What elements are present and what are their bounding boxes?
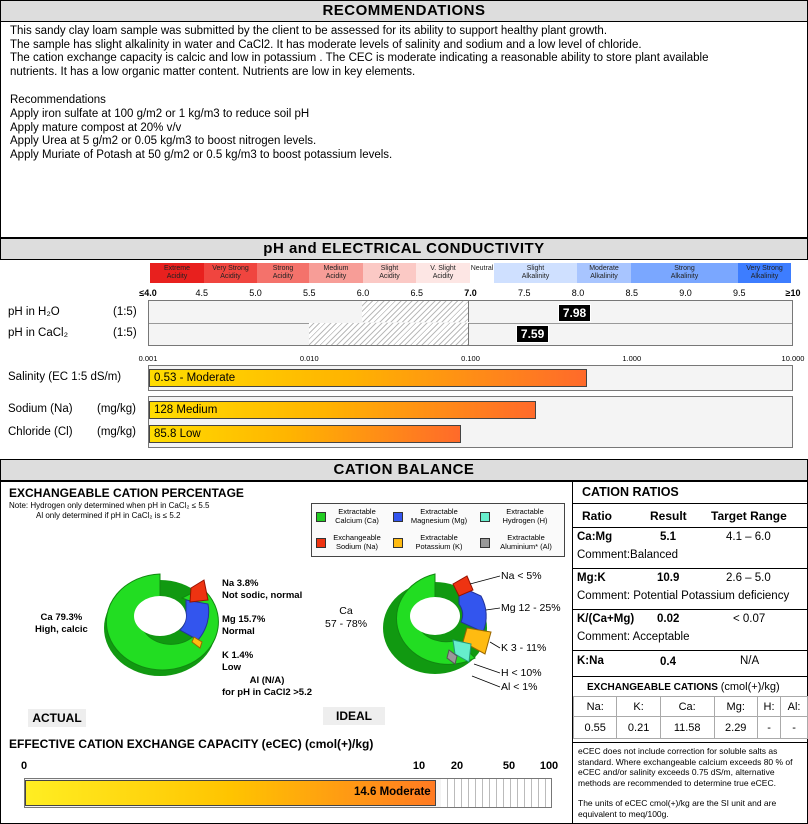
ph-tick-label: 9.0 <box>679 288 692 298</box>
ratios-header-ratio: Ratio <box>582 509 612 523</box>
cation-note-1: Note: Hydrogen only determined when pH in CaCl₂ ≤ 5.5 <box>9 501 210 510</box>
ph-scale-cell: Medium Acidity <box>309 263 363 283</box>
ideal-donut-hole <box>410 597 460 635</box>
chloride-label: Chloride (Cl) <box>8 426 73 438</box>
ph-scale-cell: Extreme Acidity <box>150 263 204 283</box>
recommendation-item: Apply Muriate of Potash at 50 g/m2 or 0.5 kg/m3 to boost potassium levels. <box>10 148 393 161</box>
ratio-k-na-result: 0.4 <box>660 656 676 668</box>
legend-swatch-mg <box>393 512 403 522</box>
ecec-units-note: The units of eCEC cmol(+)/kg are the SI unit and are equivalent to meq/100g. <box>578 798 777 819</box>
salinity-label: Salinity (EC 1:5 dS/m) <box>8 371 122 383</box>
exch-value-ca: 11.58 <box>660 717 714 739</box>
ecec-tick-label: 50 <box>502 760 516 772</box>
ratio-k-ca-mg-target: < 0.07 <box>733 613 766 625</box>
ratio-k-ca-mg-comment: Comment: Acceptable <box>577 631 690 643</box>
ph-tick-label: 5.5 <box>302 288 316 298</box>
legend-item-k: Extractable Potassium (K) <box>415 533 463 551</box>
ideal-na-label: Na < 5% <box>501 570 542 582</box>
ph-scale-cell: Neutral <box>470 263 494 283</box>
cation-legend <box>311 503 565 557</box>
ratio-ca-mg-target: 4.1 – 6.0 <box>726 531 771 543</box>
ideal-ca-label: Ca 57 - 78% <box>325 605 368 630</box>
ideal-leader-lines <box>460 570 505 690</box>
ecec-track-hatch <box>441 779 551 807</box>
legend-swatch-h <box>480 512 490 522</box>
exch-header-ca: Ca: <box>660 697 714 717</box>
ph-cacl-value: 7.59 <box>516 325 549 343</box>
salinity-bar: 0.53 - Moderate <box>149 369 587 387</box>
sodium-bar: 128 Medium <box>149 401 536 419</box>
ec-tick-label: 0.100 <box>461 354 480 363</box>
legend-item-na: Exchangeable Sodium (Na) <box>333 533 381 551</box>
cation-pct-title: EXCHANGEABLE CATION PERCENTAGE <box>9 486 244 500</box>
ec-tick-label: 0.001 <box>138 354 158 363</box>
ratio-ca-mg: Ca:Mg <box>577 531 613 543</box>
ph-tick-label: 8.0 <box>571 288 585 298</box>
ratio-ca-mg-result: 5.1 <box>660 531 676 543</box>
ratios-header-target: Target Range <box>711 509 787 523</box>
ratio-mg-k: Mg:K <box>577 572 606 584</box>
ph-tick-label: 4.5 <box>195 288 209 298</box>
exch-unit: (cmol(+)/kg) <box>720 681 780 693</box>
ecec-title: EFFECTIVE CATION EXCHANGE CAPACITY (eCEC) (cmol(+)/kg) <box>9 737 374 751</box>
legend-swatch-k <box>393 538 403 548</box>
ratio-k-ca-mg: K/(Ca+Mg) <box>577 613 635 625</box>
exch-value-k: 0.21 <box>617 717 660 739</box>
ph-scale-cell: Moderate Alkalinity <box>577 263 631 283</box>
ph-scale-cell: V. Slight Acidity <box>416 263 470 283</box>
ideal-mg-label: Mg 12 - 25% <box>501 602 561 614</box>
ph-tick-label: ≤4.0 <box>139 288 157 298</box>
ph-tick-label: 6.0 <box>356 288 370 298</box>
exch-header-h: H: <box>757 697 780 717</box>
exch-title-text: EXCHANGEABLE CATIONS <box>587 682 718 693</box>
ph-water-ideal-hatch <box>362 301 469 322</box>
actual-na-label: Na 3.8% Not sodic, normal <box>222 578 303 601</box>
actual-donut-chart <box>90 560 230 680</box>
ph-tick-label: 8.5 <box>625 288 639 298</box>
ratio-ca-mg-comment: Comment:Balanced <box>577 549 678 561</box>
ph-tick-label: 6.5 <box>410 288 424 298</box>
cation-note-2: Al only determined if pH in CaCl₂ is ≤ 5.2 <box>36 511 181 520</box>
cation-ratios-title: CATION RATIOS <box>582 485 679 499</box>
ratio-k-na-target: N/A <box>740 655 760 667</box>
ph-water-value: 7.98 <box>558 304 591 322</box>
actual-donut-hole <box>134 596 186 636</box>
ph-scale-cell: Strong Alkalinity <box>631 263 738 283</box>
recommendations-summary: This sandy clay loam sample was submitted by the client to be assessed for its ability to support healthy plant growth. The sample has slight alkalinity in water and CaCl2. It has moderate levels of salinity and sodium and a low level of chloride. The cation exchange capacity is calcic and low in potassium . The CEC is moderate indicating a reasonable ability to store plant available nutrients. It has a low organic matter content. Nutrients are low in key elements. <box>10 25 709 78</box>
ecec-tick-label: 100 <box>539 760 559 772</box>
ecec-note: eCEC does not include correction for soluble salts as standard. Where exchangeable calcium exceeds 80 % of eCEC and/or salinity exceeds 0.75 dS/m, alternative methods are recommended to determine true eCEC. <box>578 746 793 788</box>
ratios-header-result: Result <box>650 509 687 523</box>
chloride-bar: 85.8 Low <box>149 425 461 443</box>
legend-swatch-ca <box>316 512 326 522</box>
recommendation-item: Apply iron sulfate at 100 g/m2 or 1 kg/m3 to reduce soil pH <box>10 108 310 120</box>
legend-item-mg: Extractable Magnesium (Mg) <box>410 507 468 525</box>
ph-tick-label: 5.0 <box>249 288 262 298</box>
ratio-mg-k-comment: Comment: Potential Potassium deficiency <box>577 590 790 602</box>
exch-header-k: K: <box>617 697 660 717</box>
actual-al-label: Al (N/A) for pH in CaCl2 >5.2 <box>222 675 313 698</box>
ph-scale-cell: Strong Acidity <box>257 263 309 283</box>
exch-value-al: - <box>781 717 808 739</box>
ratio-k-na: K:Na <box>577 655 604 667</box>
ec-tick-label: 1.000 <box>622 354 642 363</box>
exch-value-na: 0.55 <box>574 717 617 739</box>
recommendations-heading: Recommendations <box>10 94 106 106</box>
ecec-tick-label: 20 <box>450 760 464 772</box>
ph-tick-label: ≥10 <box>785 288 801 298</box>
ph-scale-cell: Slight Acidity <box>363 263 416 283</box>
legend-item-al: Extractable Aluminium* (Al) <box>500 533 552 551</box>
ratio-k-ca-mg-result: 0.02 <box>657 613 680 625</box>
exch-header-mg: Mg: <box>714 697 757 717</box>
legend-item-ca: Extractable Calcium (Ca) <box>335 507 379 525</box>
ph-water-label: pH in H₂O <box>8 306 60 318</box>
exchangeable-cations-title <box>587 681 780 693</box>
actual-slice-na <box>190 580 208 602</box>
ratio-mg-k-target: 2.6 – 5.0 <box>726 572 771 584</box>
ideal-al-label: Al < 1% <box>501 681 538 693</box>
exchangeable-cations-table <box>573 696 808 742</box>
recommendations-title: RECOMMENDATIONS <box>0 0 808 22</box>
ph-cacl-label: pH in CaCl₂ <box>8 327 69 339</box>
ph-tick-label: 9.5 <box>732 288 746 298</box>
actual-k-label: K 1.4% Low <box>222 650 254 673</box>
ec-tick-label: 0.010 <box>299 354 319 363</box>
ph-scale-cell: Slight Alkalinity <box>494 263 577 283</box>
ideal-h-label: H < 10% <box>501 667 542 679</box>
sodium-label: Sodium (Na) <box>8 403 73 415</box>
ph-tick-label: 7.5 <box>517 288 531 298</box>
ecec-value: 14.6 Moderate <box>354 786 431 798</box>
exch-header-al: Al: <box>781 697 808 717</box>
ph-tick-label: 7.0 <box>464 288 477 298</box>
ph-cacl-ideal-hatch <box>309 323 469 345</box>
ph-scale-cell: Very Strong Alkalinity <box>738 263 791 283</box>
cation-balance-title: CATION BALANCE <box>0 459 808 481</box>
ph-water-ratio: (1:5) <box>113 306 137 318</box>
ideal-label: IDEAL <box>323 707 385 725</box>
recommendations-list <box>10 108 392 162</box>
ph-cacl-ratio: (1:5) <box>113 327 137 339</box>
ec-tick-label: 10.000 <box>781 354 805 363</box>
actual-ca-label: Ca 79.3% High, calcic <box>35 612 88 635</box>
actual-mg-label: Mg 15.7% Normal <box>222 614 266 637</box>
ecec-tick-label: 0 <box>20 760 28 772</box>
exch-value-h: - <box>757 717 780 739</box>
exch-header-na: Na: <box>574 697 617 717</box>
recommendation-item: Apply Urea at 5 g/m2 or 0.05 kg/m3 to boost nitrogen levels. <box>10 135 317 148</box>
legend-swatch-al <box>480 538 490 548</box>
ph-track <box>148 300 793 346</box>
recommendation-item: Apply mature compost at 20% v/v <box>10 121 182 134</box>
ph-scale-cell: Very Strong Acidity <box>204 263 257 283</box>
ph-ec-title: pH and ELECTRICAL CONDUCTIVITY <box>0 238 808 260</box>
legend-item-h: Extractable Hydrogen (H) <box>502 507 548 525</box>
legend-swatch-na <box>316 538 326 548</box>
chloride-unit: (mg/kg) <box>97 426 136 438</box>
exch-value-mg: 2.29 <box>714 717 757 739</box>
actual-label: ACTUAL <box>28 709 86 727</box>
ratio-mg-k-result: 10.9 <box>657 572 680 584</box>
ecec-tick-label: 10 <box>412 760 426 772</box>
ideal-k-label: K 3 - 11% <box>501 642 547 654</box>
sodium-unit: (mg/kg) <box>97 403 136 415</box>
